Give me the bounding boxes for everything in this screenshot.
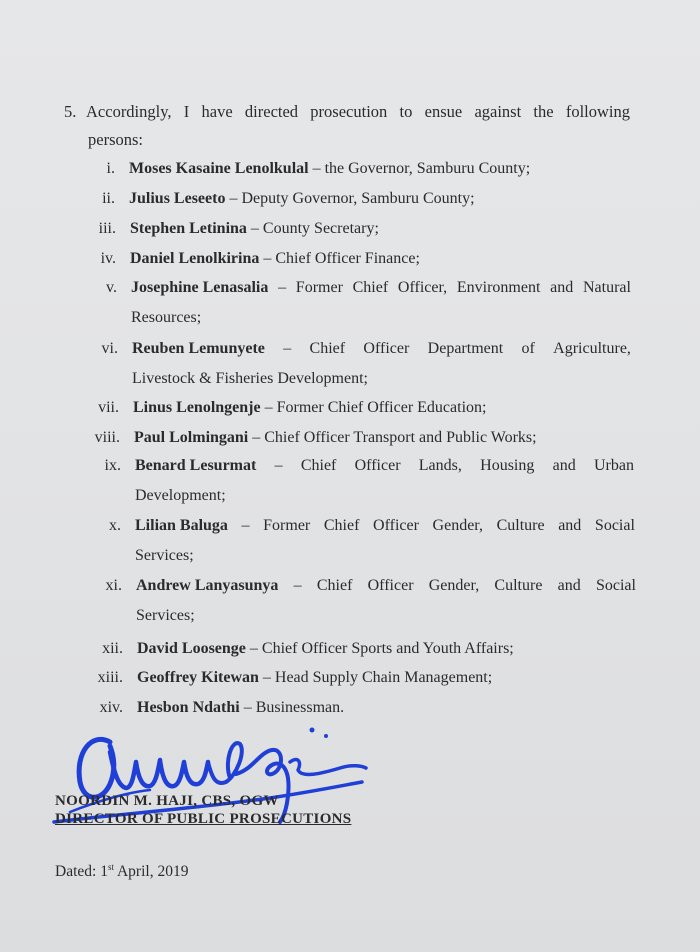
person-role-word: and: [552, 457, 576, 474]
person-role-word: –: [274, 457, 283, 474]
person-name: Paul Lolmingani: [134, 429, 249, 446]
person-list-item: [98, 393, 487, 423]
person-role: – Deputy Governor, Samburu County;: [225, 190, 475, 207]
person-line: [137, 663, 492, 693]
person-list-item: [109, 511, 635, 571]
person-name: Reuben Lemunyete: [132, 340, 265, 357]
person-line: [137, 634, 514, 664]
person-role-continuation: Services;: [136, 607, 195, 624]
list-numeral: iv.: [100, 250, 116, 267]
person-line: [136, 571, 636, 601]
person-role-word: Culture: [494, 577, 543, 594]
list-numeral: i.: [106, 160, 115, 177]
person-line: [135, 511, 635, 541]
person-role: – the Governor, Samburu County;: [308, 160, 531, 177]
person-role-continuation: Livestock & Fisheries Development;: [132, 370, 368, 387]
person-role-word: and: [558, 517, 582, 534]
date-line: [55, 862, 188, 881]
person-role-word: –: [241, 517, 250, 534]
person-name: Linus Lenolngenje: [133, 399, 261, 416]
list-numeral: x.: [109, 517, 121, 534]
person-role-continuation: Resources;: [131, 309, 202, 326]
person-line: [130, 214, 379, 244]
person-line: [134, 423, 537, 453]
person-list-item: [102, 634, 514, 664]
person-list-item: [106, 154, 531, 184]
person-line: [131, 273, 631, 303]
list-numeral: xiv.: [99, 699, 123, 716]
person-name: Andrew Lanyasunya: [136, 577, 279, 594]
person-role-word: Former: [295, 279, 343, 296]
person-list-item: [102, 184, 475, 214]
person-line: [132, 334, 631, 364]
person-role: – Chief Officer Finance;: [259, 250, 420, 267]
signatory-name: NOORDIN M. HAJI, CBS, OGW: [55, 793, 279, 809]
person-list-item: [97, 663, 493, 693]
person-name: Daniel Lenolkirina: [130, 250, 260, 267]
person-role-word: Officer: [373, 517, 419, 534]
list-numeral: iii.: [98, 220, 116, 237]
person-role: – Former Chief Officer Education;: [260, 399, 487, 416]
person-role-word: Lands,: [418, 457, 462, 474]
person-role-word: Urban: [593, 457, 634, 474]
list-numeral: ix.: [104, 457, 121, 474]
person-list-item: [99, 693, 345, 723]
person-role: – Chief Officer Sports and Youth Affairs;: [245, 640, 514, 657]
person-name: Geoffrey Kitewan: [137, 669, 259, 686]
person-role-word: and: [557, 577, 581, 594]
list-numeral: xiii.: [97, 669, 123, 686]
person-line: [133, 393, 486, 423]
person-name: Moses Kasaine Lenolkulal: [129, 160, 309, 177]
person-name: Benard Lesurmat: [135, 457, 257, 474]
person-role-word: Environment: [456, 279, 541, 296]
list-numeral: v.: [106, 279, 117, 296]
person-role-continuation: Development;: [135, 487, 226, 504]
person-role-continuation: Services;: [135, 547, 194, 564]
list-numeral: xii.: [102, 640, 123, 657]
person-role-word: Housing: [480, 457, 535, 474]
person-role-word: Officer: [354, 457, 401, 474]
person-name: David Loosenge: [137, 640, 246, 657]
person-list-item: [104, 451, 634, 511]
list-numeral: ii.: [102, 190, 115, 207]
paragraph-text: Accordingly, I have directed prosecution to ensue against the following: [86, 102, 630, 121]
person-role-word: Chief: [316, 577, 353, 594]
person-role-word: Culture: [496, 517, 545, 534]
signatory-title: DIRECTOR OF PUBLIC PROSECUTIONS: [55, 811, 352, 827]
person-role-word: –: [283, 340, 292, 357]
person-role-word: Chief: [309, 340, 346, 357]
person-name: Josephine Lenasalia: [131, 279, 269, 296]
person-role-word: Officer,: [397, 279, 448, 296]
person-line: [129, 184, 475, 214]
person-role: – County Secretary;: [246, 220, 379, 237]
person-name: Hesbon Ndathi: [137, 699, 240, 716]
person-role-word: Chief: [300, 457, 337, 474]
person-role-word: Social: [594, 517, 635, 534]
date-suffix: st: [107, 862, 114, 872]
person-role-word: –: [293, 577, 302, 594]
person-role-word: Gender,: [432, 517, 483, 534]
person-role-word: Former: [263, 517, 311, 534]
list-numeral: vii.: [98, 399, 119, 416]
person-name: Lilian Baluga: [135, 517, 228, 534]
person-role: – Head Supply Chain Management;: [258, 669, 493, 686]
person-list-item: [105, 571, 636, 631]
person-name: Julius Leseeto: [129, 190, 226, 207]
person-role: – Businessman.: [239, 699, 345, 716]
person-role-word: Social: [595, 577, 636, 594]
person-line: [130, 244, 420, 274]
person-role-word: and: [550, 279, 574, 296]
date-rest: April, 2019: [113, 863, 189, 881]
person-line: [135, 451, 634, 481]
person-list-item: [100, 244, 420, 274]
list-numeral: vi.: [101, 340, 118, 357]
person-role-word: of: [521, 340, 535, 357]
person-role-word: Officer: [367, 577, 414, 594]
paragraph-number: 5.: [64, 102, 77, 121]
person-line: [137, 693, 344, 723]
person-role-word: –: [278, 279, 287, 296]
person-list-item: [94, 423, 537, 453]
person-name: Stephen Letinina: [130, 220, 247, 237]
person-role-word: Natural: [582, 279, 631, 296]
person-list-item: [98, 214, 379, 244]
person-line: [129, 154, 530, 184]
person-role-word: Officer: [363, 340, 410, 357]
person-role-word: Department: [427, 340, 504, 357]
date-prefix: Dated: 1: [55, 863, 108, 881]
list-numeral: xi.: [105, 577, 122, 594]
person-list-item: [106, 273, 631, 333]
paragraph-continuation: persons:: [88, 130, 143, 149]
person-role-word: Agriculture,: [553, 340, 631, 357]
person-list-item: [101, 334, 631, 394]
person-role: – Chief Officer Transport and Public Works;: [248, 429, 537, 446]
list-numeral: viii.: [94, 429, 120, 446]
person-role-word: Gender,: [428, 577, 480, 594]
person-role-word: Chief: [352, 279, 389, 296]
person-role-word: Chief: [323, 517, 360, 534]
